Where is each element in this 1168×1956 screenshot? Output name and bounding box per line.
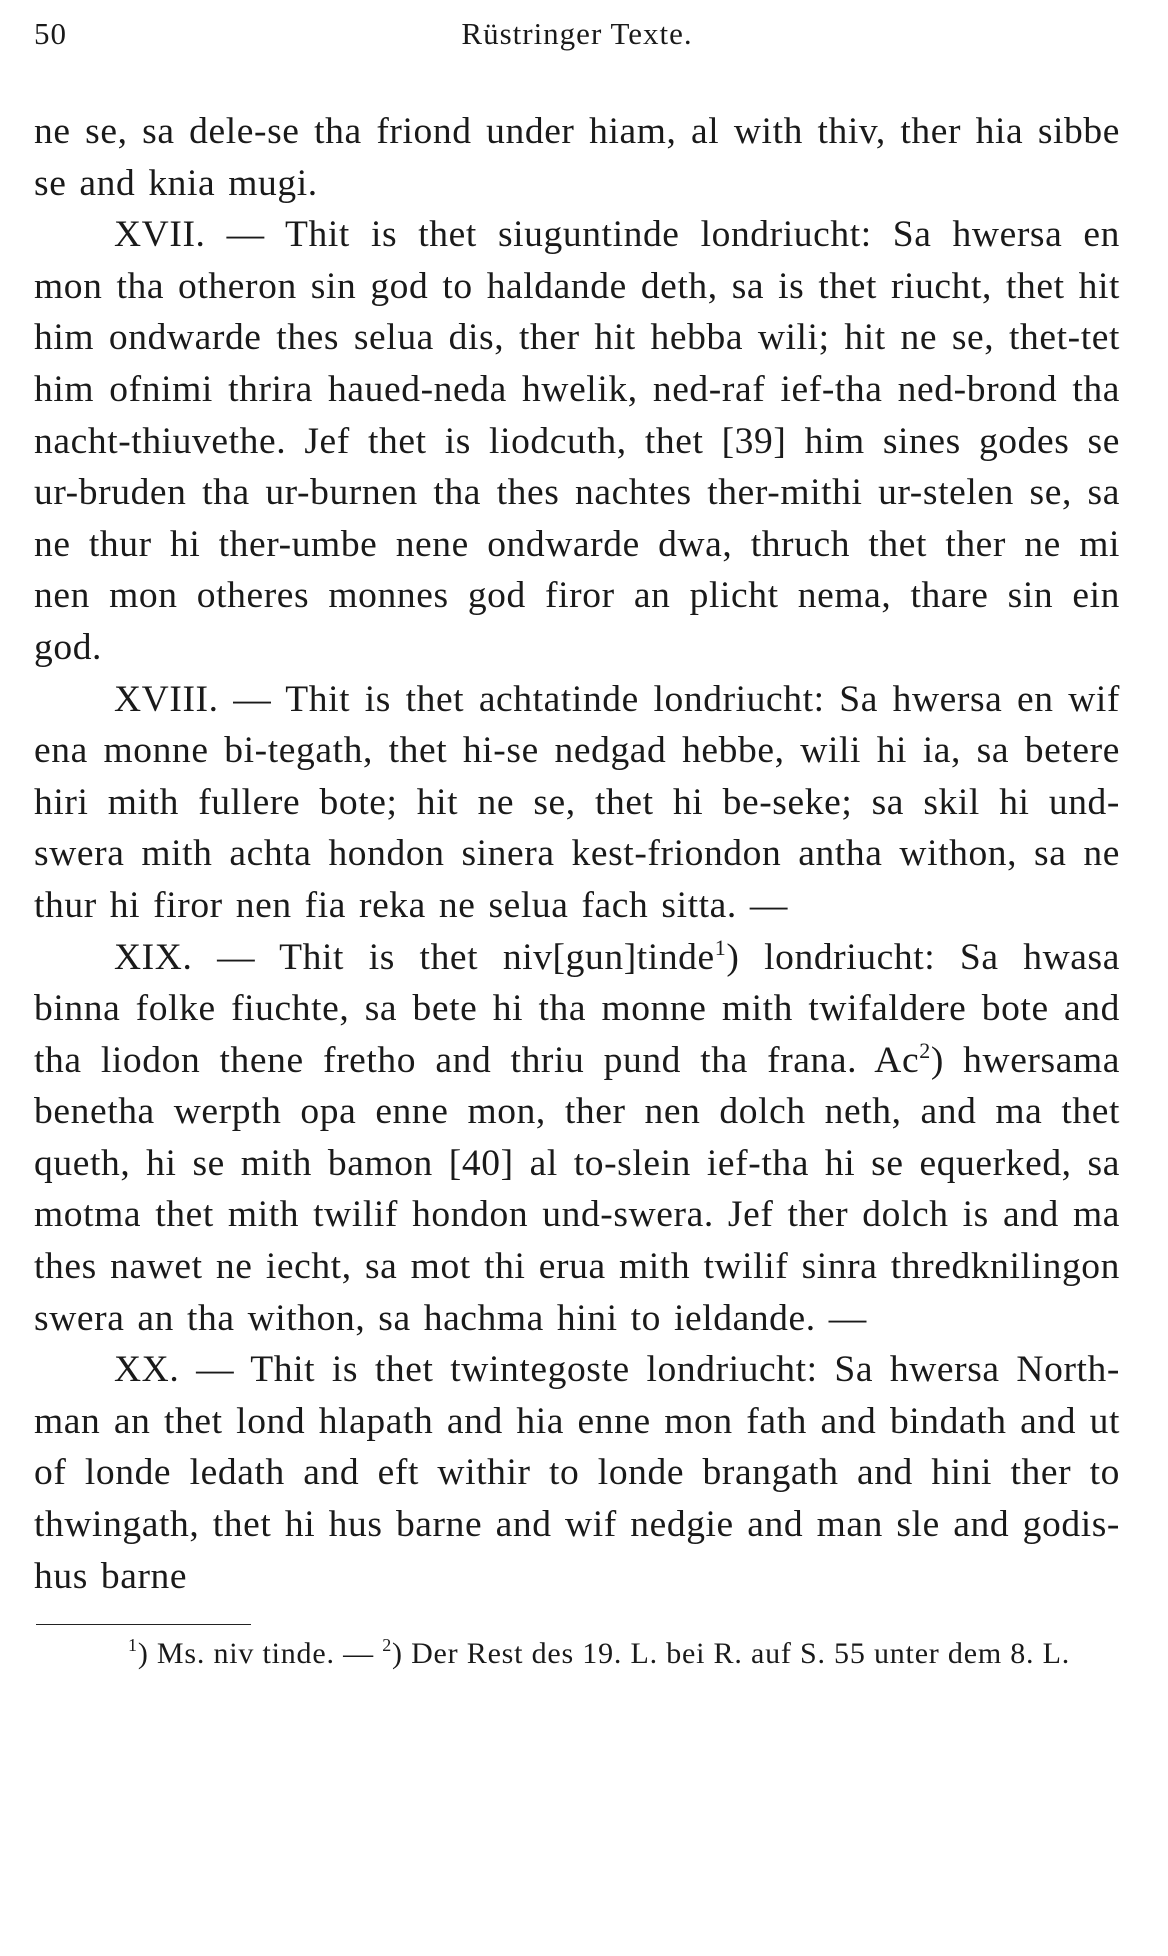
book-page xyxy=(34,10,1120,1675)
running-header xyxy=(34,10,1120,58)
running-title: Rüstringer Texte. xyxy=(461,16,693,51)
footnote-mark-1: 1 xyxy=(128,1635,138,1656)
section-xx: XX. — Thit is thet twintegoste londriucht: Sa hwersa North-man an thet lond hlapath and hia enne mon fath and bindath and ut of londe ledath and eft withir to londe brangath and hini ther to thwingath, thet hi hus barne and wif nedgie and man sle and godis-hus barne xyxy=(34,1349,1120,1597)
section-xvii: XVII. — Thit is thet siuguntinde londriucht: Sa hwersa en mon tha otheron sin god to haldande deth, sa is thet riucht, thet hit him ondwarde thes selua dis, ther hit hebba wili; hit ne se, thet-tet him ofnimi thrira haued-neda hwelik, ned-raf ief-tha ned-brond tha nacht-thiuvethe. Jef thet is liodcuth, thet [39] him sines godes se ur-bruden tha ur-burnen tha thes nachtes ther-mithi ur-stelen se, sa ne thur hi ther-umbe nene ondwarde dwa, thruch thet ther ne mi nen mon otheres monnes god firor an plicht nema, thare sin ein god. xyxy=(34,214,1120,668)
section-xix-part-1: XIX. — Thit is thet niv[gun]tinde xyxy=(114,936,715,978)
footnote-mark-2: 2 xyxy=(382,1635,392,1656)
section-xix xyxy=(34,932,1120,1345)
footnote-text-2: ) Der Rest des 19. L. bei R. auf S. 55 unter dem 8. L. xyxy=(392,1637,1071,1671)
page-number: 50 xyxy=(34,16,67,51)
section-xviii: XVIII. — Thit is thet achtatinde londriucht: Sa hwersa en wif ena monne bi-tegath, thet hi-se nedgad hebbe, wili hi ia, sa betere hiri mith fullere bote; hit ne se, thet hi be-seke; sa skil hi und-swera mith achta hondon sinera kest-friondon antha withon, sa ne thur hi firor nen fia reka ne selua fach sitta. — xyxy=(34,678,1120,926)
footnotes xyxy=(34,1633,1120,1675)
paragraph-continuation: ne se, sa dele-se tha friond under hiam, al with thiv, ther hia sibbe se and knia mugi. xyxy=(34,111,1120,204)
section-xix-part-3: ) hwersama benetha werpth opa enne mon, ther nen dolch neth, and ma thet queth, hi se mith bamon [40] al to-slein ief-tha hi se equerked, sa motma thet mith twilif hondon und-swera. Jef ther dolch is and ma thes nawet ne iecht, sa mot thi erua mith twilif sinra thredknilingon swera an tha withon, sa hachma hini to ieldande. — xyxy=(34,1039,1120,1339)
footnote-text-1: ) Ms. niv tinde. — xyxy=(137,1637,383,1671)
footnote-block xyxy=(34,1633,1120,1675)
footnote-divider xyxy=(36,1624,251,1625)
footnote-ref-2: 2 xyxy=(919,1037,931,1063)
main-text xyxy=(34,106,1120,1602)
footnote-ref-1: 1 xyxy=(714,934,727,960)
section-xix-part-2: ) londriucht: Sa hwasa binna folke fiuchte, sa bete hi tha monne mith twifaldere bote and tha liodon thene fretho and thriu pund tha frana. Ac xyxy=(34,936,1120,1081)
